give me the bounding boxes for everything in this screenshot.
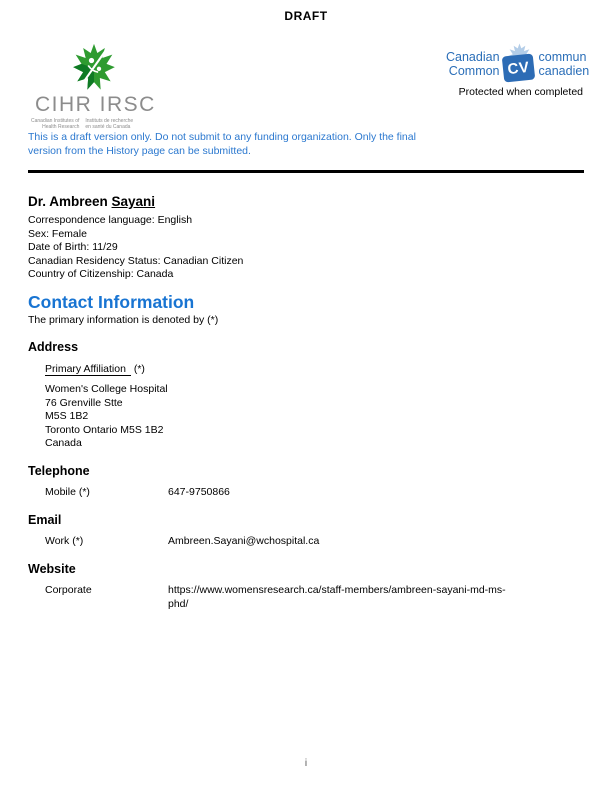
header-divider: [28, 170, 584, 173]
cihr-logo: [28, 42, 203, 134]
telephone-heading: Telephone: [28, 463, 90, 478]
ccv-logo-right-text: [539, 51, 590, 78]
contact-information-title: Contact Information: [28, 291, 195, 312]
primary-affiliation-text: Primary Affiliation: [45, 363, 131, 376]
date-of-birth: Date of Birth: 11/29: [28, 241, 118, 253]
primary-affiliation-asterisk: (*): [130, 362, 145, 375]
cv-content: [28, 194, 584, 611]
address-line: 76 Grenville Stte: [45, 396, 123, 409]
residency-status: Canadian Residency Status: Canadian Citizen: [28, 254, 244, 267]
person-surname: Sayani: [111, 194, 156, 209]
citizenship: Country of Citizenship: Canada: [28, 268, 174, 280]
cihr-subtext-fr-line2: en santé du Canada: [85, 124, 131, 130]
draft-notice: This is a draft version only. Do not submit to any funding organization. Only the final version from the History page can be submitted.: [28, 131, 416, 157]
email-label: Work (*): [45, 535, 84, 547]
website-heading: Website: [28, 561, 76, 576]
website-url: [168, 584, 560, 611]
primary-info-note: The primary information is denoted by (*): [28, 313, 219, 326]
cihr-maple-leaf-icon: [69, 42, 119, 94]
primary-affiliation-label: [45, 363, 584, 377]
cihr-subtext-en-line2: Health Research: [42, 124, 80, 130]
address-line: Women's College Hospital: [45, 383, 168, 395]
email-heading: Email: [28, 512, 62, 527]
website-url-line2: phd/: [168, 597, 189, 610]
correspondence-language: Correspondence language: English: [28, 214, 193, 226]
website-url-line1: https://www.womensresearch.ca/staff-members/ambreen-sayani-md-ms-: [168, 584, 506, 596]
telephone-value: 647-9750866: [168, 486, 230, 498]
ccv-left-line2: Common: [448, 63, 500, 78]
cv-box-graphic: [502, 51, 537, 85]
address-block: [45, 383, 584, 451]
cv-box: CV: [501, 53, 535, 82]
person-name-prefix: Dr. Ambreen: [28, 194, 112, 209]
cihr-wordmark: CIHR IRSC: [35, 93, 156, 116]
address-line: M5S 1B2: [45, 410, 89, 422]
ccv-right-line2: canadien: [538, 63, 590, 78]
cihr-logo-subtext: [31, 118, 133, 130]
sex: Sex: Female: [28, 227, 87, 240]
ccv-right-line1: commun: [538, 50, 587, 64]
email-value: Ambreen.Sayani@wchospital.ca: [168, 535, 320, 547]
website-label: Corporate: [45, 584, 92, 596]
address-line: Toronto Ontario M5S 1B2: [45, 423, 164, 436]
draft-watermark: DRAFT: [284, 9, 328, 23]
page-number: i: [304, 758, 308, 769]
address-line: Canada: [45, 437, 82, 449]
ccv-logo: [446, 51, 589, 85]
cihr-subtext-en-line1: Canadian Institutes of: [31, 118, 80, 124]
protected-label: Protected when completed: [458, 86, 583, 98]
website-row: [45, 584, 584, 611]
cihr-subtext-fr-line1: Instituts de recherche: [85, 118, 134, 124]
ccv-logo-left-text: [446, 51, 500, 78]
address-heading: Address: [28, 340, 79, 354]
telephone-row: [45, 486, 584, 500]
email-row: [45, 535, 584, 549]
person-name: [28, 194, 584, 210]
telephone-label: Mobile (*): [45, 486, 90, 498]
ccv-left-line1: Canadian: [446, 50, 500, 64]
